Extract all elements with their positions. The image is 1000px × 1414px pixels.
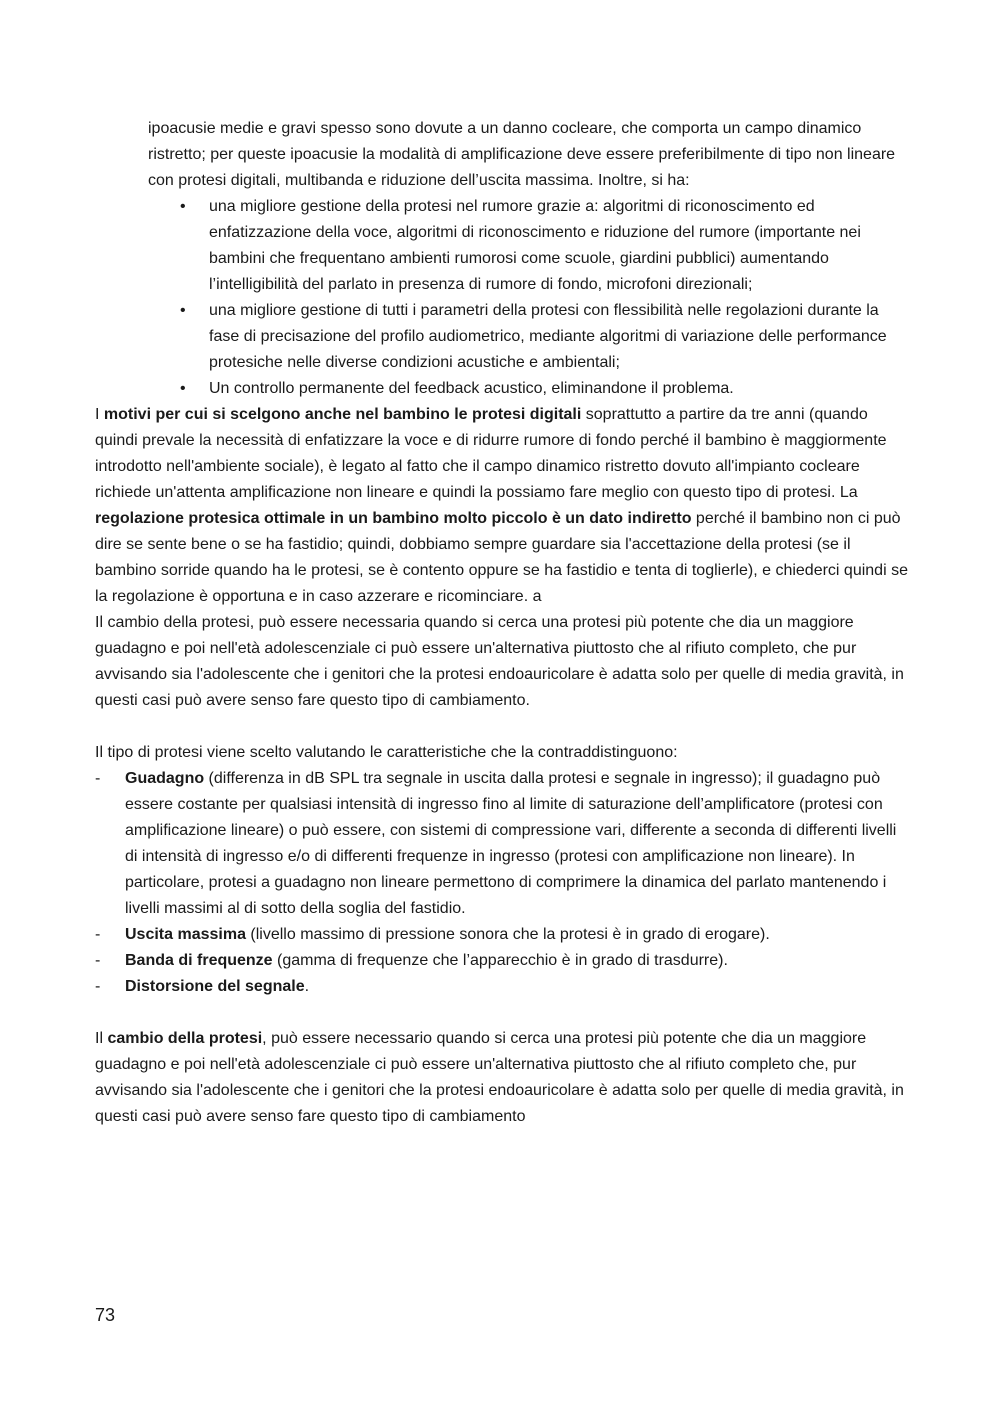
list-item: • una migliore gestione della protesi nel rumore grazie a: algoritmi di riconoscimento ed enfatizzazione della voce, algoritmi di riconoscimento e riduzione del rumore (importante nei bambini che frequentano ambienti rumorosi come scuole, giardini pubblici) aumentando l’intelligibilità del parlato in presenza di rumore di fondo, microfoni direzionali;	[209, 194, 910, 298]
list-item: - Distorsione del segnale.	[125, 974, 910, 1000]
bullet-icon: •	[180, 198, 186, 215]
page-content	[95, 116, 910, 1130]
bullet-icon: •	[180, 302, 186, 319]
page-number: 73	[95, 1305, 116, 1325]
cambio-paragraph-second: Il cambio della protesi, può essere necessario quando si cerca una protesi più potente che dia un maggiore guadagno e poi nell'età adolescenziale ci può essere un'alternativa piuttosto che al rifiuto completo che, pur avvisando sia l'adolescente che i genitori che la protesi endoauricolare è adatta solo per quelle di media gravità, in questi casi può avere senso fare questo tipo di cambiamento	[95, 1030, 904, 1125]
bullet-icon: •	[180, 380, 186, 397]
benefits-list	[95, 194, 910, 402]
list-item: - Uscita massima (livello massimo di pressione sonora che la protesi è in grado di erogare).	[125, 922, 910, 948]
list-item: - Guadagno (differenza in dB SPL tra segnale in uscita dalla protesi e segnale in ingresso); il guadagno può essere costante per qualsiasi intensità di ingresso fino al limite di saturazione dell’amplificatore (protesi con amplificazione lineare) o può essere, con sistemi di compressione vari, differente a seconda di differenti livelli di intensità di ingresso e/o di differenti frequenze in ingresso (protesi con amplificazione non lineare). In particolare, protesi a guadagno non lineare permettono di comprimere la dinamica del parlato mantenendo i livelli massimi al di sotto della soglia del fastidio.	[125, 766, 910, 922]
spacer	[95, 1000, 910, 1026]
dash-icon: -	[95, 770, 101, 787]
dash-icon: -	[95, 978, 101, 995]
list-item: • una migliore gestione di tutti i parametri della protesi con flessibilità nelle regolazioni durante la fase di precisazione del profilo audiometrico, mediante algoritmi di variazione delle performance protesiche nelle diverse condizioni acustiche e ambientali;	[209, 298, 910, 376]
dash-icon: -	[95, 952, 101, 969]
intro-paragraph: ipoacusie medie e gravi spesso sono dovute a un danno cocleare, che comporta un campo dinamico ristretto; per queste ipoacusie la modalità di amplificazione deve essere preferibilmente di tipo non lineare con protesi digitali, multibanda e riduzione dell’uscita massima. Inoltre, si ha:	[148, 120, 896, 189]
cambio-paragraph-first: Il cambio della protesi, può essere necessaria quando si cerca una protesi più potente che dia un maggiore guadagno e poi nell'età adolescenziale ci può essere un'alternativa piuttosto che al rifiuto completo, che pur avvisando sia l'adolescente che i genitori che la protesi endoauricolare è adatta solo per quelle di media gravità, in questi casi può avere senso fare questo tipo di cambiamento.	[95, 614, 904, 709]
spacer	[95, 714, 910, 740]
list-item: - Banda di frequenze (gamma di frequenze che l’apparecchio è in grado di trasdurre).	[125, 948, 910, 974]
dash-icon: -	[95, 926, 101, 943]
motivi-paragraph: I motivi per cui si scelgono anche nel bambino le protesi digitali soprattutto a partire da tre anni (quando quindi prevale la necessità di enfatizzare la voce e di ridurre rumore di fondo perché il bambino è maggiormente introdotto nell'ambiente sociale), è legato al fatto che il campo dinamico ristretto dovuto all'impianto cocleare richiede un'attenta amplificazione non lineare e quindi la possiamo fare meglio con questo tipo di protesi. La regolazione protesica ottimale in un bambino molto piccolo è un dato indiretto perché il bambino non ci può dire se sente bene o se ha fastidio; quindi, dobbiamo sempre guardare sia l'accettazione della protesi (se il bambino sorride quando ha le protesi, se è contento oppure se ha fastidio e tenta di toglierle), e chiederci quindi se la regolazione è opportuna e in caso azzerare e ricominciare. a	[95, 406, 908, 605]
tipo-paragraph: Il tipo di protesi viene scelto valutando le caratteristiche che la contraddistinguono:	[95, 744, 678, 761]
features-list	[95, 766, 910, 1000]
list-item: • Un controllo permanente del feedback acustico, eliminandone il problema.	[209, 376, 910, 402]
